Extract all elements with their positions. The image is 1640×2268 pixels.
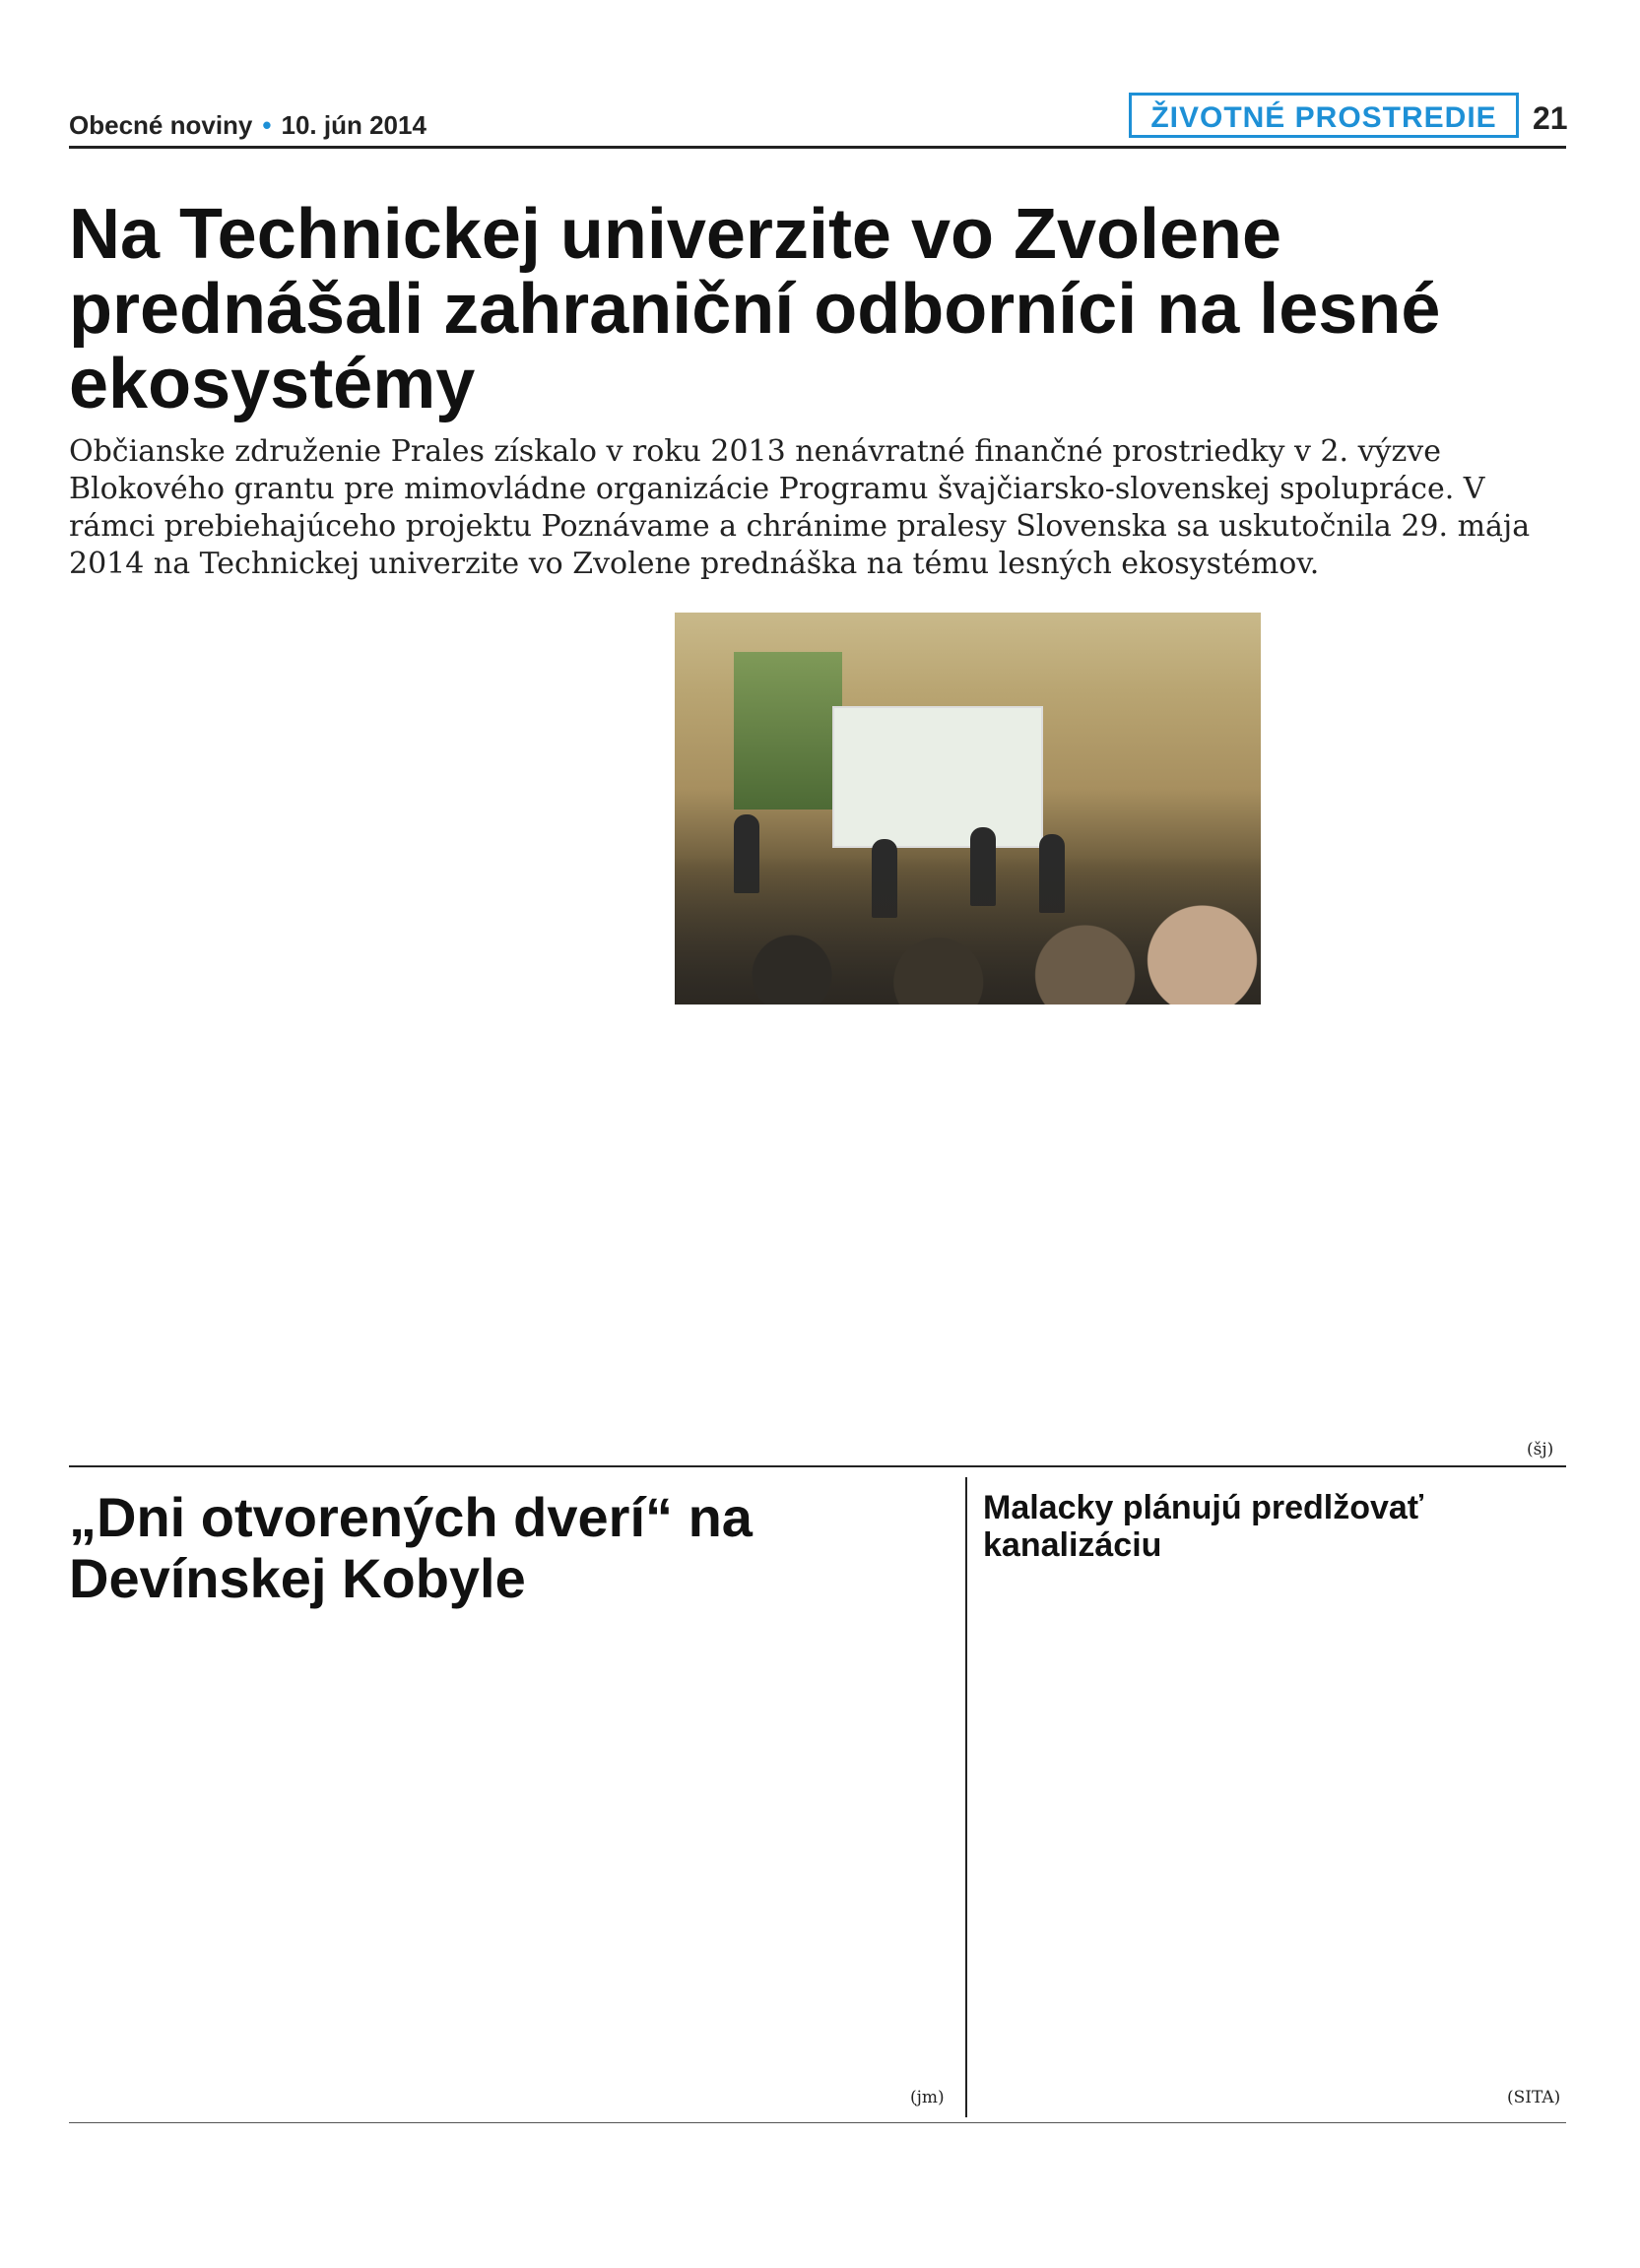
issue-date: 10. jún 2014 [281,110,426,140]
article-column-2 [372,599,648,1465]
article3-column-1 [983,1581,1259,2112]
article2-column-1 [69,1647,345,2109]
article-column-5 [1288,599,1566,1456]
photo-projection-screen [832,706,1043,848]
article2-signature: (jm) [910,2088,945,2107]
masthead [69,110,426,141]
article3-column-2 [1288,1581,1566,2073]
article3-title: Malacky plánujú predlžovať kanalizáciu [983,1489,1424,1564]
article-signature: (šj) [1527,1440,1554,1459]
article-column-4 [982,1016,1260,1459]
bullet-icon: • [262,110,272,140]
article-column-3 [675,1016,952,1459]
article-lead: Občianske združenie Prales získalo v roku 2013 nenávratné finančné prostriedky v 2. výzve Blokového grantu pre mimovládne organizácie Programu švajčiarsko-slovenskej spolupráce. V rámci prebiehajúceho projektu Poznávame a chránime pralesy Slovenska sa uskutočnila 29. mája 2014 na Technickej univerzite vo Zvolene prednáška na tému lesných ekosystémov. [69,434,1531,581]
photo-audience [675,857,1261,1004]
article-title: Na Technickej univerzite vo Zvolene prednášali zahraniční odborníci na lesné ekosystémy [69,195,1441,423]
article2-column-2 [372,1647,648,2109]
section-divider [69,1465,1566,1467]
column-divider [965,1477,967,2117]
article2-title: „Dni otvorených dverí“ na Devínskej Kobyle [69,1486,753,1609]
article3-signature: (SITA) [1507,2088,1561,2107]
section-tag: ŽIVOTNÉ PROSTREDIE [1129,93,1519,138]
footer-rule [69,2122,1566,2123]
header-rule [69,146,1566,149]
lecture-photo [675,613,1261,1004]
photo-window [734,652,842,810]
article-column-1 [69,613,345,1459]
publication-name: Obecné noviny [69,110,253,140]
article2-column-3 [676,1647,950,2070]
page-number: 21 [1533,100,1568,136]
